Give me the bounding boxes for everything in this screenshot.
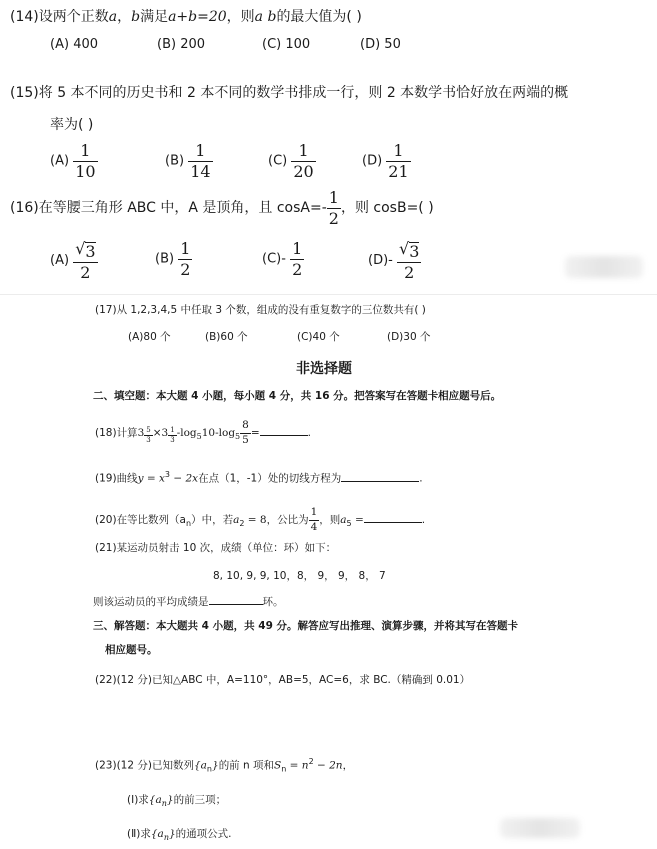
q17-option-c — [297, 329, 340, 344]
q23-part2 — [127, 826, 232, 842]
q23-stem — [95, 757, 353, 774]
fraction-denominator: 2 — [328, 208, 339, 228]
option-value: 100 — [285, 37, 311, 52]
q16-text-b: ，则 cosB=( ) — [340, 200, 434, 217]
option-label: (C) — [262, 251, 282, 267]
q14-stem — [10, 6, 362, 26]
watermark-blur — [565, 256, 643, 278]
q23-text-c: ， — [342, 759, 354, 772]
fraction-numerator — [73, 240, 97, 262]
q23-seq-sub: n — [206, 764, 212, 774]
fraction-numerator: 1 — [328, 188, 339, 207]
option-value: 40 个 — [312, 331, 340, 343]
q17-text: 从 1,2,3,4,5 中任取 3 个数，组成的没有重复数字的三位数共有( ) — [116, 304, 426, 316]
q23-sum-sub: n — [281, 764, 287, 774]
fraction-denominator: 2 — [404, 262, 415, 282]
fraction-denominator: 3 — [170, 436, 175, 445]
q14-var-a: a — [108, 9, 118, 25]
fraction-numerator: 8 — [242, 419, 249, 431]
fraction-denominator: 21 — [388, 161, 409, 181]
radical-sign: √ — [75, 239, 86, 258]
q16-option-b — [155, 240, 192, 278]
option-value: 50 — [384, 37, 401, 52]
q20-mid-3: ，则 — [319, 514, 341, 527]
q18-answer-blank[interactable] — [260, 435, 308, 436]
q14-label: (14) — [10, 9, 39, 25]
q14-text-c: ，则 — [226, 9, 255, 25]
q23-sum: S — [274, 759, 282, 772]
q18-log-2: 10-log — [201, 427, 236, 440]
radicand: 3 — [409, 242, 420, 261]
q15-stem-line1 — [10, 82, 568, 102]
q23-part1-text-b: 的前三项； — [173, 794, 227, 806]
q14-var-ab: a b — [254, 9, 277, 25]
fraction-numerator: 1 — [80, 141, 91, 160]
fraction-denominator: 20 — [293, 161, 314, 181]
equals-sign: = — [351, 514, 364, 527]
fraction-numerator: 1 — [310, 506, 318, 518]
q20-stem: (20)在等比数列$(a_n)$中，若$a_2 = 8$，公比为 $\frac{1}{4}$ ，则$a_5$ = . — [95, 506, 426, 533]
q14-option-d — [360, 37, 401, 52]
q23-sum-exp: 2 — [308, 757, 314, 766]
q21-follow-a: 则该运动员的平均成绩是 — [93, 596, 209, 608]
q20-label: (20) — [95, 514, 117, 527]
equals-sign: = — [250, 427, 260, 440]
fraction — [188, 142, 212, 180]
q14-text-b: 满足 — [140, 9, 169, 25]
fraction — [73, 142, 97, 180]
q23-part1 — [127, 792, 226, 808]
fraction — [240, 420, 251, 446]
q20-prefix: 在等比数列（a — [116, 514, 186, 527]
fraction — [397, 240, 421, 281]
option-label: (A) — [128, 331, 144, 343]
option-label: (C) — [268, 153, 288, 169]
option-value: 80 个 — [143, 331, 171, 343]
q18-label: (18) — [95, 427, 117, 440]
section-title: 非选择题 — [296, 361, 352, 377]
q18-prefix: 计算 — [116, 427, 138, 440]
option-label: (C) — [297, 331, 313, 343]
fraction-numerator: 1 — [195, 141, 206, 160]
q18-stem: (18)计算3 $\frac{5}{3}$ ×3 $\frac{1}{3}$ $-\log_510-\log_5$ $\frac{8}{5}$ = . — [95, 419, 311, 446]
q21-label: (21) — [95, 542, 117, 554]
fraction-numerator: 5 — [146, 425, 151, 434]
radicand: 3 — [85, 242, 96, 261]
q19-stem: (19)曲线$y = x^3 - 2x$在点（1，-1）处的切线方程为 . — [95, 470, 423, 485]
q15-option-c — [268, 142, 316, 180]
sqrt — [75, 240, 95, 261]
q18-base-2: 3 — [161, 427, 169, 440]
option-label: (B) — [165, 153, 185, 169]
part2-heading: 二、填空题：本大题 4 小题，每小题 4 分，共 16 分。把答案写在答题卡相应题号后。 — [93, 390, 502, 402]
section-divider — [0, 294, 657, 295]
part3-heading-line1: 三、解答题：本大题共 4 小题，共 49 分。解答应写出推理、演算步骤，并将其写在答题卡 — [93, 620, 519, 632]
q14-var-b: b — [131, 9, 141, 25]
fraction-numerator: 1 — [170, 425, 175, 434]
fraction-denominator: 3 — [146, 436, 151, 445]
q20-a2-sub: 2 — [239, 519, 245, 529]
q16-option-a — [50, 240, 98, 281]
option-value: 400 — [73, 37, 99, 52]
radical-sign: √ — [399, 239, 410, 258]
option-label: (C) — [262, 37, 282, 52]
q23-text-a: 已知数列 — [151, 759, 194, 772]
q19-prefix: 曲线 — [116, 472, 138, 485]
fraction — [309, 507, 320, 533]
q23-part2-label: (Ⅱ) — [127, 828, 141, 840]
fraction — [291, 142, 315, 180]
option-label: (D) — [387, 331, 404, 343]
q20-sub-n: n — [186, 519, 192, 529]
fraction — [290, 240, 304, 278]
option-value: 200 — [180, 37, 206, 52]
sqrt — [399, 240, 419, 261]
q22-text: 已知△ABC 中，A=110°，AB=5，AC=6，求 BC.（精确到 0.01） — [151, 674, 471, 686]
q23-part2-seq: $\{a_n\}$ — [150, 828, 176, 843]
q14-text-d: 的最大值为( ) — [276, 9, 362, 25]
fraction-denominator: 5 — [242, 433, 249, 446]
q20-a5: a — [340, 514, 347, 527]
q20-mid-1: ）中，若 — [191, 514, 234, 527]
option-label: (A) — [50, 153, 70, 169]
q23-part1-text-a: 求 — [138, 794, 149, 806]
q19-exponent: 3 — [164, 470, 170, 479]
q17-label: (17) — [95, 304, 117, 316]
option-label: (B) — [205, 331, 221, 343]
option-label: (D) — [368, 253, 389, 269]
fraction-numerator: 1 — [292, 239, 303, 258]
q23-text-b: 的前 n 项和 — [218, 759, 275, 772]
q16-text-a: 在等腰三角形 ABC 中，A 是顶角，且 cosA=- — [38, 200, 327, 217]
q23-part2-text-a: 求 — [140, 828, 151, 840]
fraction — [73, 240, 97, 281]
q14-text-a: 设两个正数 — [38, 9, 109, 25]
q23-part2-text-b: 的通项公式. — [175, 828, 232, 840]
q22-label: (22) — [95, 674, 117, 686]
fraction-denominator: 4 — [310, 520, 318, 533]
fraction-denominator: 2 — [292, 259, 303, 279]
q19-lhs: y — [137, 472, 144, 485]
fraction — [386, 142, 410, 180]
q19-label: (19) — [95, 472, 117, 485]
fraction — [327, 189, 341, 227]
q22-stem — [95, 672, 470, 687]
q19-rhs-b: − 2x — [170, 472, 199, 485]
q19-rhs-a: = x — [143, 472, 165, 485]
q17-option-b — [205, 329, 248, 344]
q19-suffix: 在点（1，-1）处的切线方程为 — [198, 472, 342, 485]
q15-text-1: 将 5 本不同的历史书和 2 本不同的数学书排成一行，则 2 本数学书恰好放在两端的概 — [38, 85, 569, 101]
option-label: (B) — [155, 251, 175, 267]
fraction-denominator: 10 — [75, 161, 96, 181]
q18-exponent-1 — [144, 427, 152, 445]
option-label: (D) — [362, 153, 383, 169]
log-base: 5 — [196, 432, 202, 442]
q20-a5-sub: 5 — [346, 519, 352, 529]
q23-score: (12 分) — [116, 759, 152, 772]
q21-follow-b: 环。 — [262, 596, 284, 608]
minus-sign: - — [388, 253, 393, 269]
q23-part1-label: (Ⅰ) — [127, 794, 139, 806]
q20-a2-value: = 8 — [244, 514, 267, 527]
q23-sum-rhs: = n — [286, 759, 309, 772]
log-base: 5 — [235, 432, 241, 442]
minus-sign: - — [281, 251, 286, 267]
q14-option-b — [157, 37, 205, 52]
fraction-denominator: 2 — [180, 259, 191, 279]
part3-heading-line2: 相应题号。 — [105, 644, 158, 656]
q23-sum-tail: − 2n — [313, 759, 343, 772]
q16-stem — [10, 189, 434, 227]
q16-label: (16) — [10, 200, 39, 217]
q20-answer-blank[interactable] — [364, 522, 422, 523]
fraction-numerator — [397, 240, 421, 262]
q18-exponent-2 — [168, 427, 176, 445]
fraction-numerator: 1 — [180, 239, 191, 258]
q14-sep: ， — [117, 9, 132, 25]
q15-option-d — [362, 142, 411, 180]
q21-follow — [93, 594, 284, 609]
option-value: 60 个 — [220, 331, 248, 343]
q18-log-1: -log — [176, 427, 197, 440]
q14-option-a — [50, 37, 98, 52]
q17-option-d — [387, 329, 430, 344]
q20-mid-2: ，公比为 — [266, 514, 309, 527]
q16-option-d — [368, 240, 421, 281]
q21-text: 某运动员射击 10 次，成绩（单位：环）如下： — [116, 542, 337, 554]
q20-a2: a — [233, 514, 240, 527]
q17-option-a — [128, 329, 171, 344]
q16-option-c — [262, 240, 304, 278]
times-sign: × — [152, 427, 162, 440]
fraction-denominator: 14 — [190, 161, 211, 181]
q18-base-1: 3 — [137, 427, 145, 440]
q22-score: (12 分) — [116, 674, 152, 686]
option-label: (D) — [360, 37, 381, 52]
q23-seq: {a — [193, 759, 207, 772]
option-label: (A) — [50, 37, 70, 52]
q14-option-c — [262, 37, 310, 52]
q19-answer-blank[interactable] — [341, 481, 419, 482]
q21-scores: 8, 10, 9, 9, 10，8， 9， 9， 8， 7 — [213, 570, 386, 582]
q15-option-a — [50, 142, 98, 180]
q15-option-b — [165, 142, 213, 180]
q15-stem-line2: 率为( ) — [50, 117, 94, 133]
q17-stem — [95, 302, 426, 317]
option-label: (A) — [50, 253, 70, 269]
option-value: 30 个 — [403, 331, 431, 343]
q21-answer-blank[interactable] — [209, 604, 263, 605]
q15-label: (15) — [10, 85, 39, 101]
fraction-numerator: 1 — [393, 141, 404, 160]
q23-label: (23) — [95, 759, 117, 772]
q23-seq-close: } — [212, 759, 219, 772]
q23-part1-seq: $\{a_n\}$ — [148, 794, 174, 809]
fraction-numerator: 1 — [298, 141, 309, 160]
q21-stem — [95, 540, 336, 555]
watermark-blur — [500, 818, 580, 838]
option-label: (B) — [157, 37, 177, 52]
fraction — [178, 240, 192, 278]
fraction-denominator: 2 — [80, 262, 91, 282]
q14-equation: a+b=20 — [168, 9, 227, 25]
